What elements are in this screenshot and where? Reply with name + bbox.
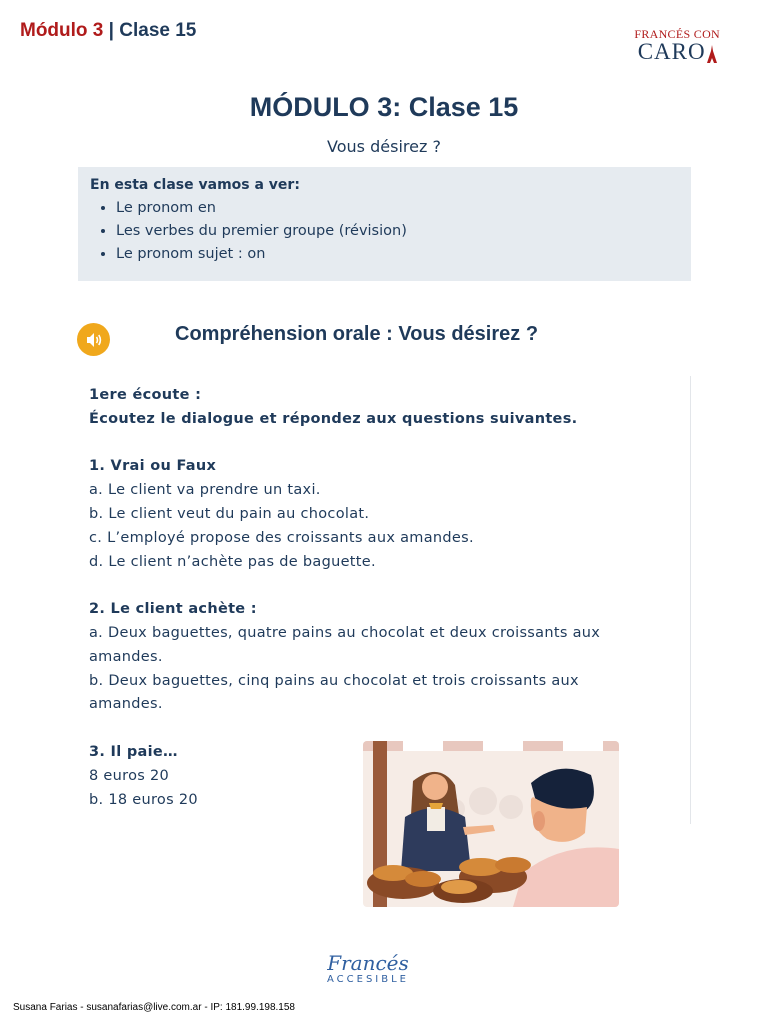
summary-item: • Les verbes du premier groupe (révision) [116, 220, 679, 243]
bakery-illustration [363, 741, 619, 907]
speaker-icon[interactable] [77, 323, 110, 356]
watermark: Susana Farias - susanafarias@live.com.ar - IP: 181.99.198.158 [13, 1002, 295, 1013]
header-title [20, 20, 196, 42]
instructions: Écoutez le dialogue et répondez aux questions suivantes. [89, 410, 578, 427]
footer-logo-line1: Francés [327, 951, 409, 975]
question-1-item: c. L’employé propose des croissants aux amandes. [89, 529, 474, 546]
summary-item: • Le pronom sujet : on [116, 243, 679, 266]
question-3-title: 3. Il paie… [89, 743, 178, 760]
question-3-item: b. 18 euros 20 [89, 791, 198, 808]
listen-label: 1ere écoute : [89, 387, 202, 403]
summary-box [78, 167, 691, 281]
summary-list [90, 197, 679, 266]
eiffel-tower-icon [707, 45, 717, 63]
question-2-title: 2. Le client achète : [89, 601, 257, 618]
logo-line1: FRANCÉS CON [634, 27, 720, 41]
summary-item: • Le pronom en [116, 197, 679, 220]
class-label: Clase 15 [119, 20, 197, 41]
page-subtitle: Vous désirez ? [327, 137, 441, 156]
brand-logo [634, 28, 720, 63]
question-3-item: 8 euros 20 [89, 767, 170, 784]
question-2-item: a. Deux baguettes, quatre pains au chocolat et deux croissants aux amandes. [89, 624, 601, 665]
question-1-title: 1. Vrai ou Faux [89, 458, 217, 475]
footer-logo [318, 952, 418, 1002]
section-title: Compréhension orale : Vous désirez ? [175, 323, 539, 345]
module-label: Módulo 3 [20, 20, 104, 41]
divider-line [690, 376, 691, 824]
question-1-item: a. Le client va prendre un taxi. [89, 482, 321, 499]
page-title: MÓDULO 3: Clase 15 [249, 92, 519, 122]
footer-logo-line2: ACCESIBLE [327, 974, 409, 985]
header-separator: | [103, 20, 120, 41]
question-2-item: b. Deux baguettes, cinq pains au chocolat et trois croissants aux amandes. [89, 672, 579, 713]
question-1-item: d. Le client n’achète pas de baguette. [89, 553, 376, 570]
logo-line2: CARO [637, 39, 706, 64]
question-1-item: b. Le client veut du pain au chocolat. [89, 505, 370, 522]
summary-heading: En esta clase vamos a ver: [90, 177, 300, 193]
